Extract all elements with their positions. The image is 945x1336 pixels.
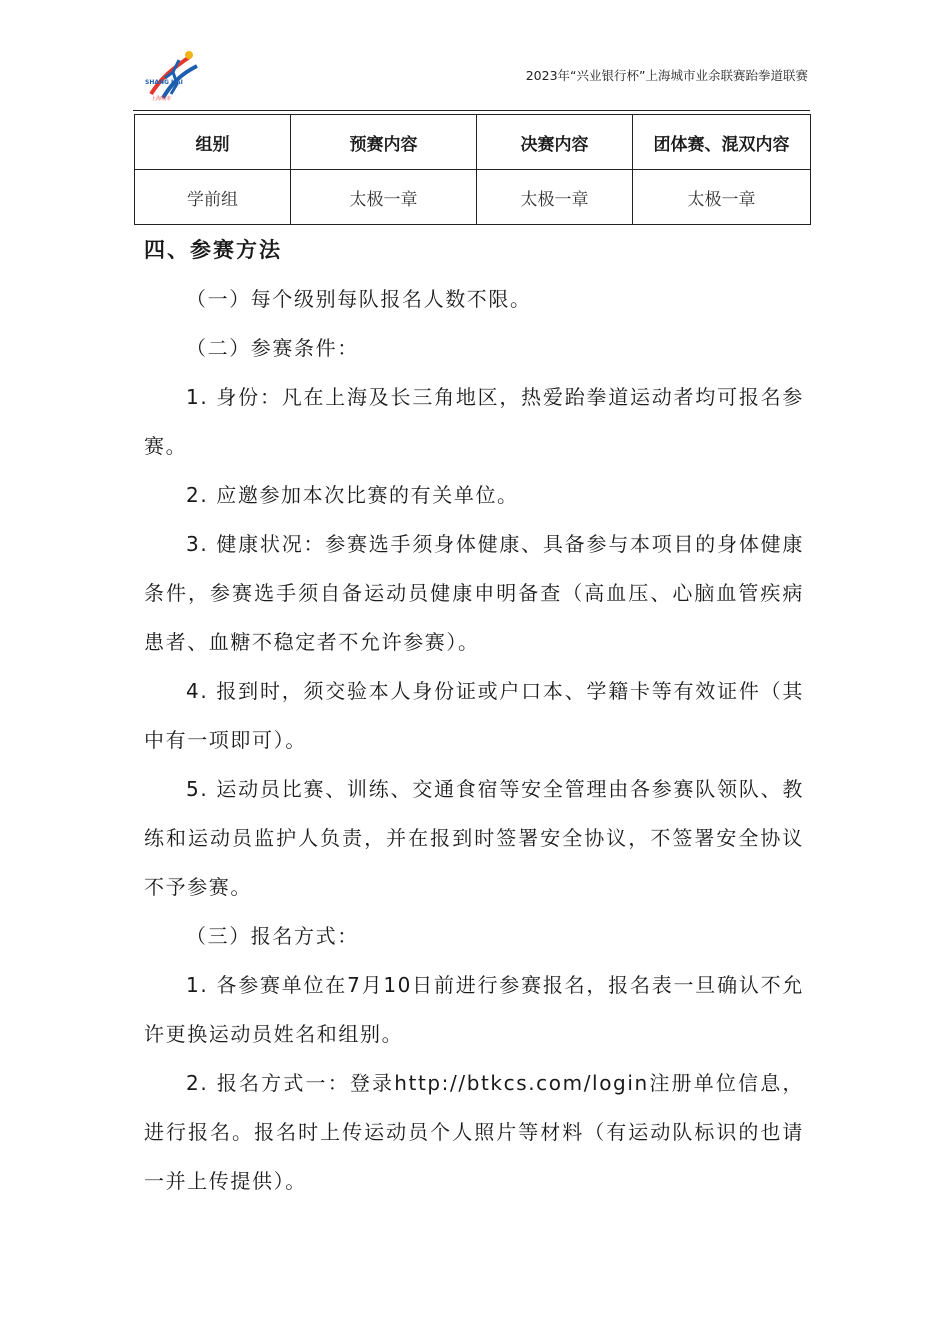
- table-cell: 太极一章: [477, 170, 633, 225]
- header-cell-team: 团体赛、混双内容: [633, 115, 811, 170]
- paragraph-2: （二）参赛条件：: [186, 336, 359, 360]
- paragraph-8: （三）报名方式：: [186, 924, 359, 948]
- svg-text:上海城市: 上海城市: [151, 96, 172, 102]
- table-row: [135, 170, 811, 225]
- paragraph-5: 3. 健康状况：参赛选手须身体健康、具备参与本项目的身体健康条件，参赛选手须自备运动员健康申明备查（高血压、心脑血管疾病患者、血糖不稳定者不允许参赛）。: [144, 532, 804, 654]
- header-cell-prelim: 预赛内容: [291, 115, 477, 170]
- table-cell: 太极一章: [291, 170, 477, 225]
- paragraph-10: 2. 报名方式一：登录http://btkcs.com/login注册单位信息，进行报名。报名时上传运动员个人照片等材料（有运动队标识的也请一并上传提供）。: [144, 1071, 804, 1193]
- table-header-row: [135, 115, 811, 170]
- paragraph-3: 1. 身份：凡在上海及长三角地区，热爱跆拳道运动者均可报名参赛。: [144, 385, 804, 458]
- table-cell: 太极一章: [633, 170, 811, 225]
- section-heading: 四、参赛方法: [144, 238, 282, 262]
- competition-content-table: [134, 114, 811, 225]
- paragraph-4: 2. 应邀参加本次比赛的有关单位。: [186, 483, 519, 507]
- table-cell: 学前组: [135, 170, 291, 225]
- header-cell-group: 组别: [135, 115, 291, 170]
- paragraph-7: 5. 运动员比赛、训练、交通食宿等安全管理由各参赛队领队、教练和运动员监护人负责，并在报到时签署安全协议，不签署安全协议不予参赛。: [144, 777, 804, 899]
- page-header: [133, 40, 810, 111]
- paragraph-9: 1. 各参赛单位在7月10日前进行参赛报名，报名表一旦确认不允许更换运动员姓名和组别。: [144, 973, 804, 1046]
- header-cell-final: 决赛内容: [477, 115, 633, 170]
- paragraph-6: 4. 报到时，须交验本人身份证或户口本、学籍卡等有效证件（其中有一项即可）。: [144, 679, 804, 752]
- paragraph-1: （一）每个级别每队报名人数不限。: [186, 287, 532, 311]
- svg-text:SHANG HAI: SHANG HAI: [145, 79, 183, 86]
- shanghai-amateur-games-logo-icon: [143, 48, 203, 106]
- header-title: 2023年“兴业银行杯”上海城市业余联赛跆拳道联赛: [525, 68, 808, 83]
- document-body: [144, 226, 804, 1206]
